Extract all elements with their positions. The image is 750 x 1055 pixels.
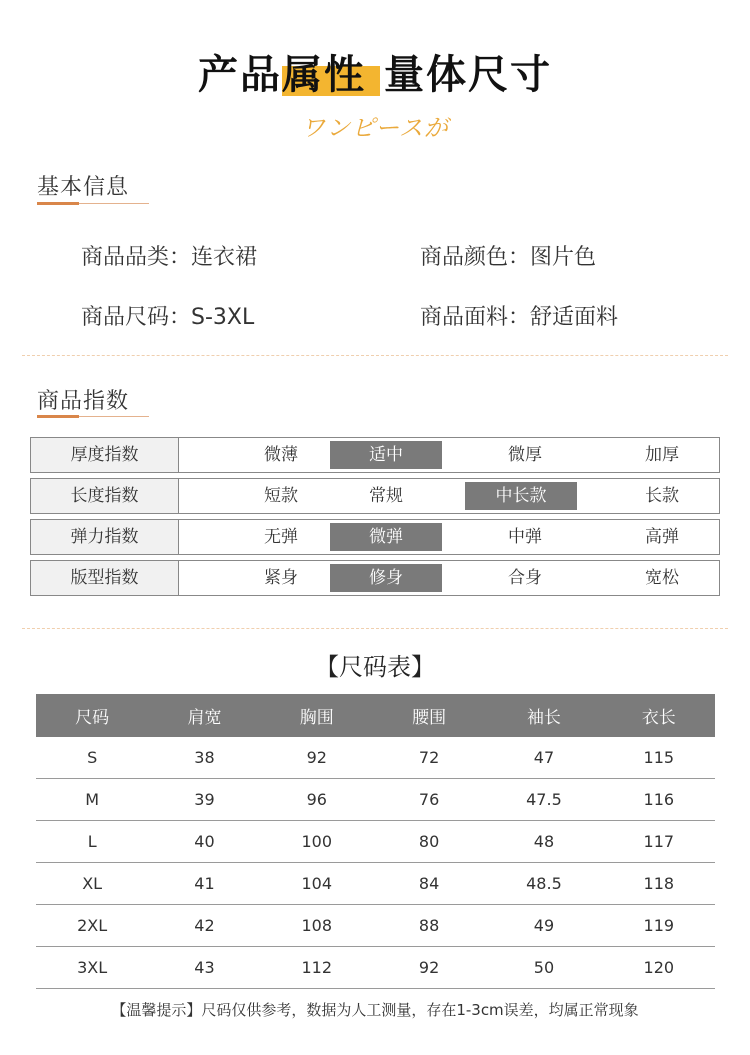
header-waist: 腰围 (373, 694, 485, 737)
cell-shoulder: 40 (148, 821, 260, 863)
header-size: 尺码 (36, 694, 148, 737)
info-size-label: 商品尺码 (81, 305, 170, 330)
cell-shoulder: 41 (148, 863, 260, 905)
header-shoulder: 肩宽 (148, 694, 260, 737)
cell-sleeve: 50 (485, 947, 602, 989)
size-chart-table (36, 694, 715, 989)
cell-shoulder: 42 (148, 905, 260, 947)
index-label: 厚度指数 (31, 438, 179, 472)
cell-shoulder: 43 (148, 947, 260, 989)
basic-info-underline-accent (37, 202, 79, 205)
cell-size: M (36, 779, 148, 821)
page-subtitle: ワンピースが (301, 114, 449, 142)
cell-bust: 100 (261, 821, 373, 863)
cell-length: 118 (603, 863, 715, 905)
table-row (36, 863, 715, 905)
cell-waist: 92 (373, 947, 485, 989)
cell-shoulder: 39 (148, 779, 260, 821)
cell-size: XL (36, 863, 148, 905)
cell-length: 116 (603, 779, 715, 821)
section-divider (22, 628, 728, 629)
table-row (36, 905, 715, 947)
cell-length: 120 (603, 947, 715, 989)
index-option: 中弹 (508, 527, 542, 547)
cell-bust: 92 (261, 737, 373, 779)
index-option-selected: 中长款 (465, 482, 577, 510)
size-chart-title: 【尺码表】 (315, 653, 435, 681)
cell-shoulder: 38 (148, 737, 260, 779)
page-header (0, 50, 750, 100)
header-bust: 胸围 (261, 694, 373, 737)
index-label: 长度指数 (31, 479, 179, 513)
cell-waist: 84 (373, 863, 485, 905)
index-option: 微厚 (508, 445, 542, 465)
cell-length: 115 (603, 737, 715, 779)
index-option: 常规 (369, 486, 403, 506)
info-size-value: S-3XL (191, 305, 255, 330)
cell-size: 3XL (36, 947, 148, 989)
cell-sleeve: 48.5 (485, 863, 602, 905)
info-category: 商品品类：连衣裙 (81, 245, 258, 270)
table-header-row (36, 694, 715, 737)
info-fabric: 商品面料：舒适面料 (420, 305, 619, 330)
cell-size: S (36, 737, 148, 779)
index-option: 紧身 (264, 568, 298, 588)
cell-waist: 88 (373, 905, 485, 947)
index-option: 高弹 (645, 527, 679, 547)
index-option: 加厚 (645, 445, 679, 465)
cell-size: 2XL (36, 905, 148, 947)
index-option: 合身 (508, 568, 542, 588)
title-part-attributes: 产品属性 (198, 52, 366, 98)
index-row-fit (30, 560, 720, 596)
index-option: 短款 (264, 486, 298, 506)
header-sleeve: 袖长 (485, 694, 602, 737)
indices-underline-accent (37, 415, 79, 418)
cell-sleeve: 47 (485, 737, 602, 779)
cell-sleeve: 49 (485, 905, 602, 947)
cell-bust: 96 (261, 779, 373, 821)
index-option: 宽松 (645, 568, 679, 588)
table-row (36, 947, 715, 989)
info-size: 商品尺码：S-3XL (81, 305, 255, 330)
cell-sleeve: 47.5 (485, 779, 602, 821)
cell-size: L (36, 821, 148, 863)
basic-info-heading: 基本信息 (37, 175, 130, 200)
page-title (0, 50, 750, 100)
cell-bust: 108 (261, 905, 373, 947)
cell-waist: 80 (373, 821, 485, 863)
cell-bust: 112 (261, 947, 373, 989)
info-color-value: 图片色 (530, 245, 597, 270)
index-option-selected: 微弹 (330, 523, 442, 551)
cell-bust: 104 (261, 863, 373, 905)
indices-heading: 商品指数 (37, 389, 130, 414)
index-label: 版型指数 (31, 561, 179, 595)
header-length: 衣长 (603, 694, 715, 737)
index-option-selected: 修身 (330, 564, 442, 592)
info-color-label: 商品颜色 (420, 245, 509, 270)
table-row (36, 821, 715, 863)
cell-waist: 72 (373, 737, 485, 779)
index-option: 长款 (645, 486, 679, 506)
info-color: 商品颜色：图片色 (420, 245, 597, 270)
table-row (36, 737, 715, 779)
size-chart-tip: 【温馨提示】尺码仅供参考，数据为人工测量，存在1-3cm误差，均属正常现象 (111, 1001, 639, 1019)
index-row-length (30, 478, 720, 514)
info-category-value: 连衣裙 (191, 245, 258, 270)
index-option: 微薄 (264, 445, 298, 465)
info-fabric-label: 商品面料 (420, 305, 509, 330)
index-row-elasticity (30, 519, 720, 555)
cell-length: 117 (603, 821, 715, 863)
table-row (36, 779, 715, 821)
cell-sleeve: 48 (485, 821, 602, 863)
title-part-measurements: 量体尺寸 (384, 52, 552, 98)
index-row-thickness (30, 437, 720, 473)
index-option: 无弹 (264, 527, 298, 547)
index-label: 弹力指数 (31, 520, 179, 554)
cell-waist: 76 (373, 779, 485, 821)
index-option-selected: 适中 (330, 441, 442, 469)
info-category-label: 商品品类 (81, 245, 170, 270)
info-fabric-value: 舒适面料 (530, 305, 619, 330)
cell-length: 119 (603, 905, 715, 947)
section-divider (22, 355, 728, 356)
